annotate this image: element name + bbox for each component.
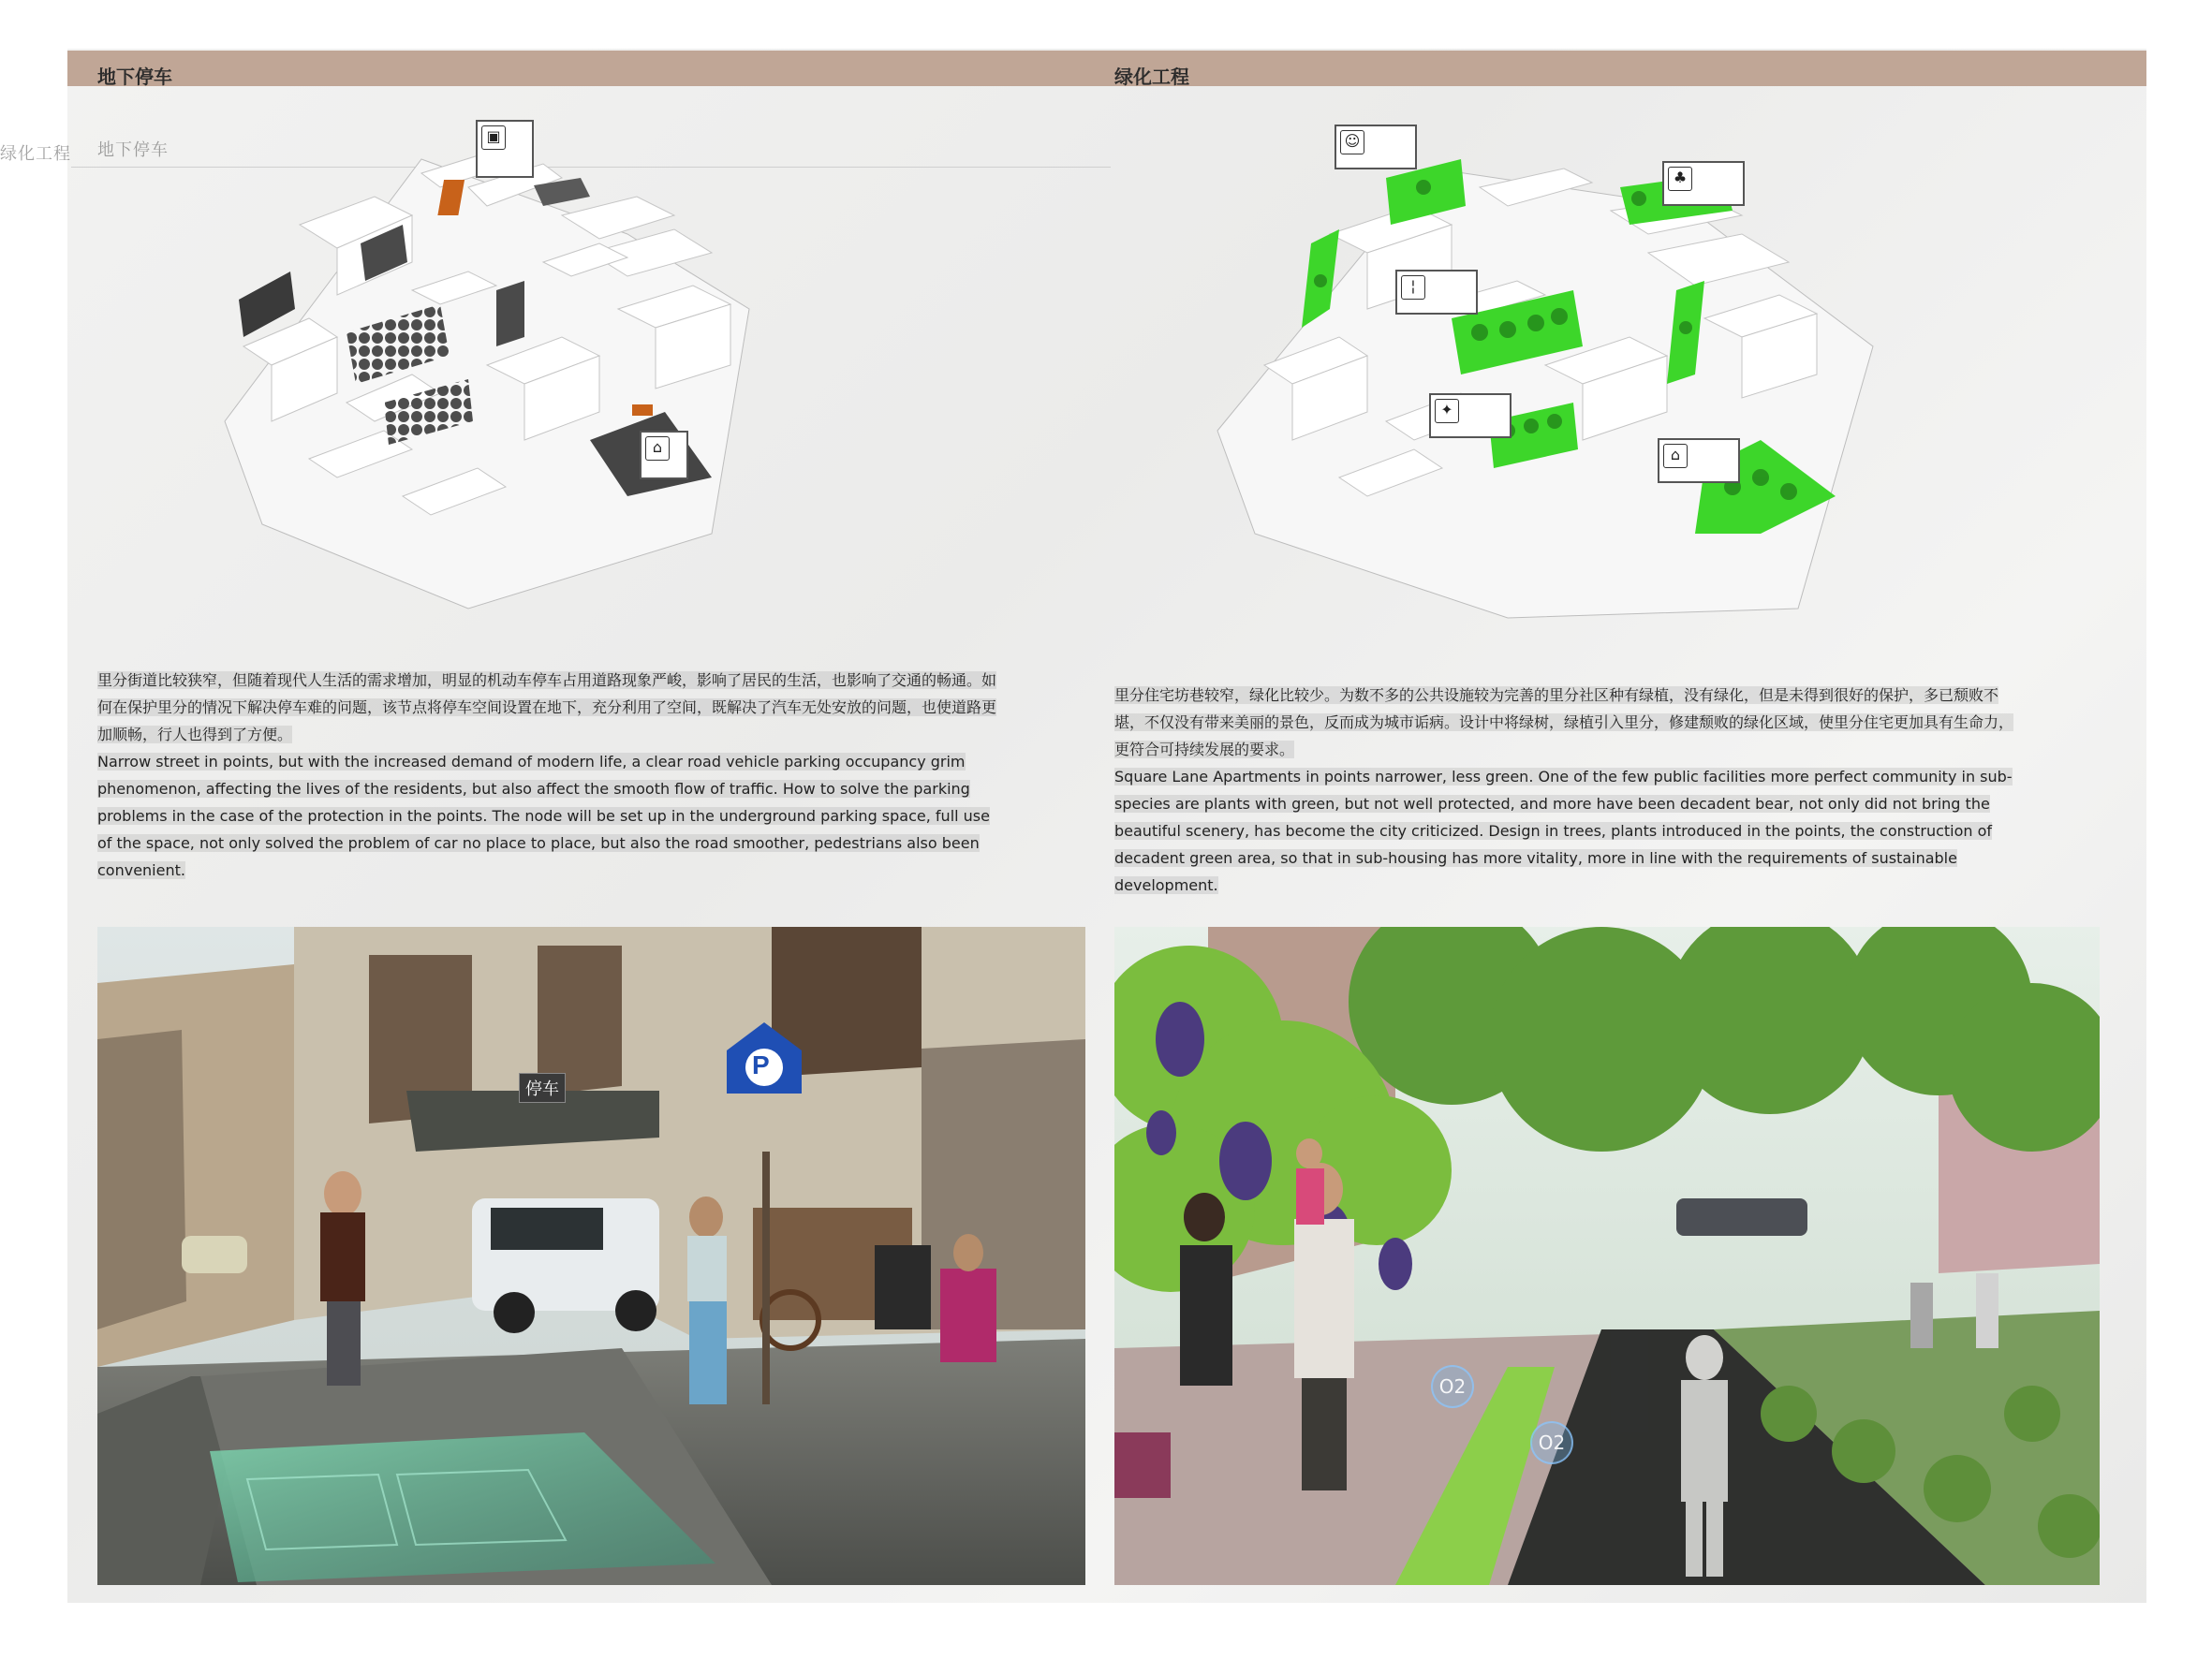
car-callout <box>640 431 688 479</box>
greening-text-en: Square Lane Apartments in points narrower, less green. One of the few public facilities more perfect community in sub-species are plants with green, but not well protected, and more have been decadent bear, not only did not bring the beautiful scenery, has become the city criticized. Design in trees, plants introduced in the points, the construction of decadent green area, so that in sub-housing has more vitality, more in line with the requirements of sustainable development. <box>1114 768 2013 894</box>
parking-sign-letter: P <box>752 1050 770 1079</box>
bench-icon: ♣ <box>1668 167 1692 191</box>
greening-section-title: 绿化工程 <box>1114 66 1189 88</box>
parking-section-title: 地下停车 <box>97 66 172 88</box>
greening-callout-3 <box>1395 270 1478 315</box>
parking-sign-label: 停车 <box>519 1073 566 1103</box>
greening-callout-2 <box>1662 161 1745 206</box>
greening-text-cn: 里分住宅坊巷较窄，绿化比较少。为数不多的公共设施较为完善的里分社区种有绿植，没有绿化，但是未得到很好的保护，多已颓败不堪，不仅没有带来美丽的景色，反而成为城市诟病。设计中将绿树，绿植引入里分，修建颓败的绿化区域，使里分住宅更加具有生命力，更符合可持续发展的要求。 <box>1114 686 2014 758</box>
ghost-label-parking: 地下停车 <box>97 140 169 160</box>
greening-callout-4 <box>1429 393 1512 438</box>
greening-street-rendering <box>1114 927 2100 1585</box>
parking-axonometric-diagram <box>187 122 805 646</box>
car-icon: ⌂ <box>645 436 670 461</box>
parking-callout <box>476 120 534 178</box>
greening-callout-1 <box>1335 125 1417 169</box>
parking-street-rendering <box>97 927 1085 1585</box>
greening-text <box>1114 682 2013 899</box>
greening-callout-5 <box>1658 438 1740 483</box>
ghost-label-greening: 绿化工程 <box>0 144 71 164</box>
greening-axonometric-diagram <box>1199 122 1892 646</box>
parking-garage-icon: ▣ <box>481 125 506 150</box>
house-icon: ⌂ <box>1663 444 1688 468</box>
header-bar <box>67 51 2146 86</box>
bird-icon: ✦ <box>1435 399 1459 423</box>
parking-text-cn: 里分街道比较狭窄，但随着现代人生活的需求增加，明显的机动车停车占用道路现象严峻，影响了居民的生活，也影响了交通的畅通。如何在保护里分的情况下解决停车难的问题，该节点将停车空间设置在地下，充分利用了空间，既解决了汽车无处安放的问题，也使道路更加顺畅，行人也得到了方便。 <box>97 671 997 743</box>
parking-text <box>97 667 996 884</box>
parking-text-en: Narrow street in points, but with the increased demand of modern life, a clear road vehicle parking occupancy grim phenomenon, affecting the lives of the residents, but also affect the smooth flow of traffic. How to solve the parking problems in the case of the protection in the points. The node will be set up in the underground parking space, full use of the space, not only solved the problem of car no place to place, but also the road smoother, pedestrians also been convenient. <box>97 753 990 879</box>
person-icon: ☺ <box>1340 130 1364 154</box>
thermometer-icon: ¦ <box>1401 275 1425 300</box>
oxygen-bubble-b: O2 <box>1530 1421 1573 1464</box>
oxygen-bubble-a: O2 <box>1431 1365 1474 1408</box>
